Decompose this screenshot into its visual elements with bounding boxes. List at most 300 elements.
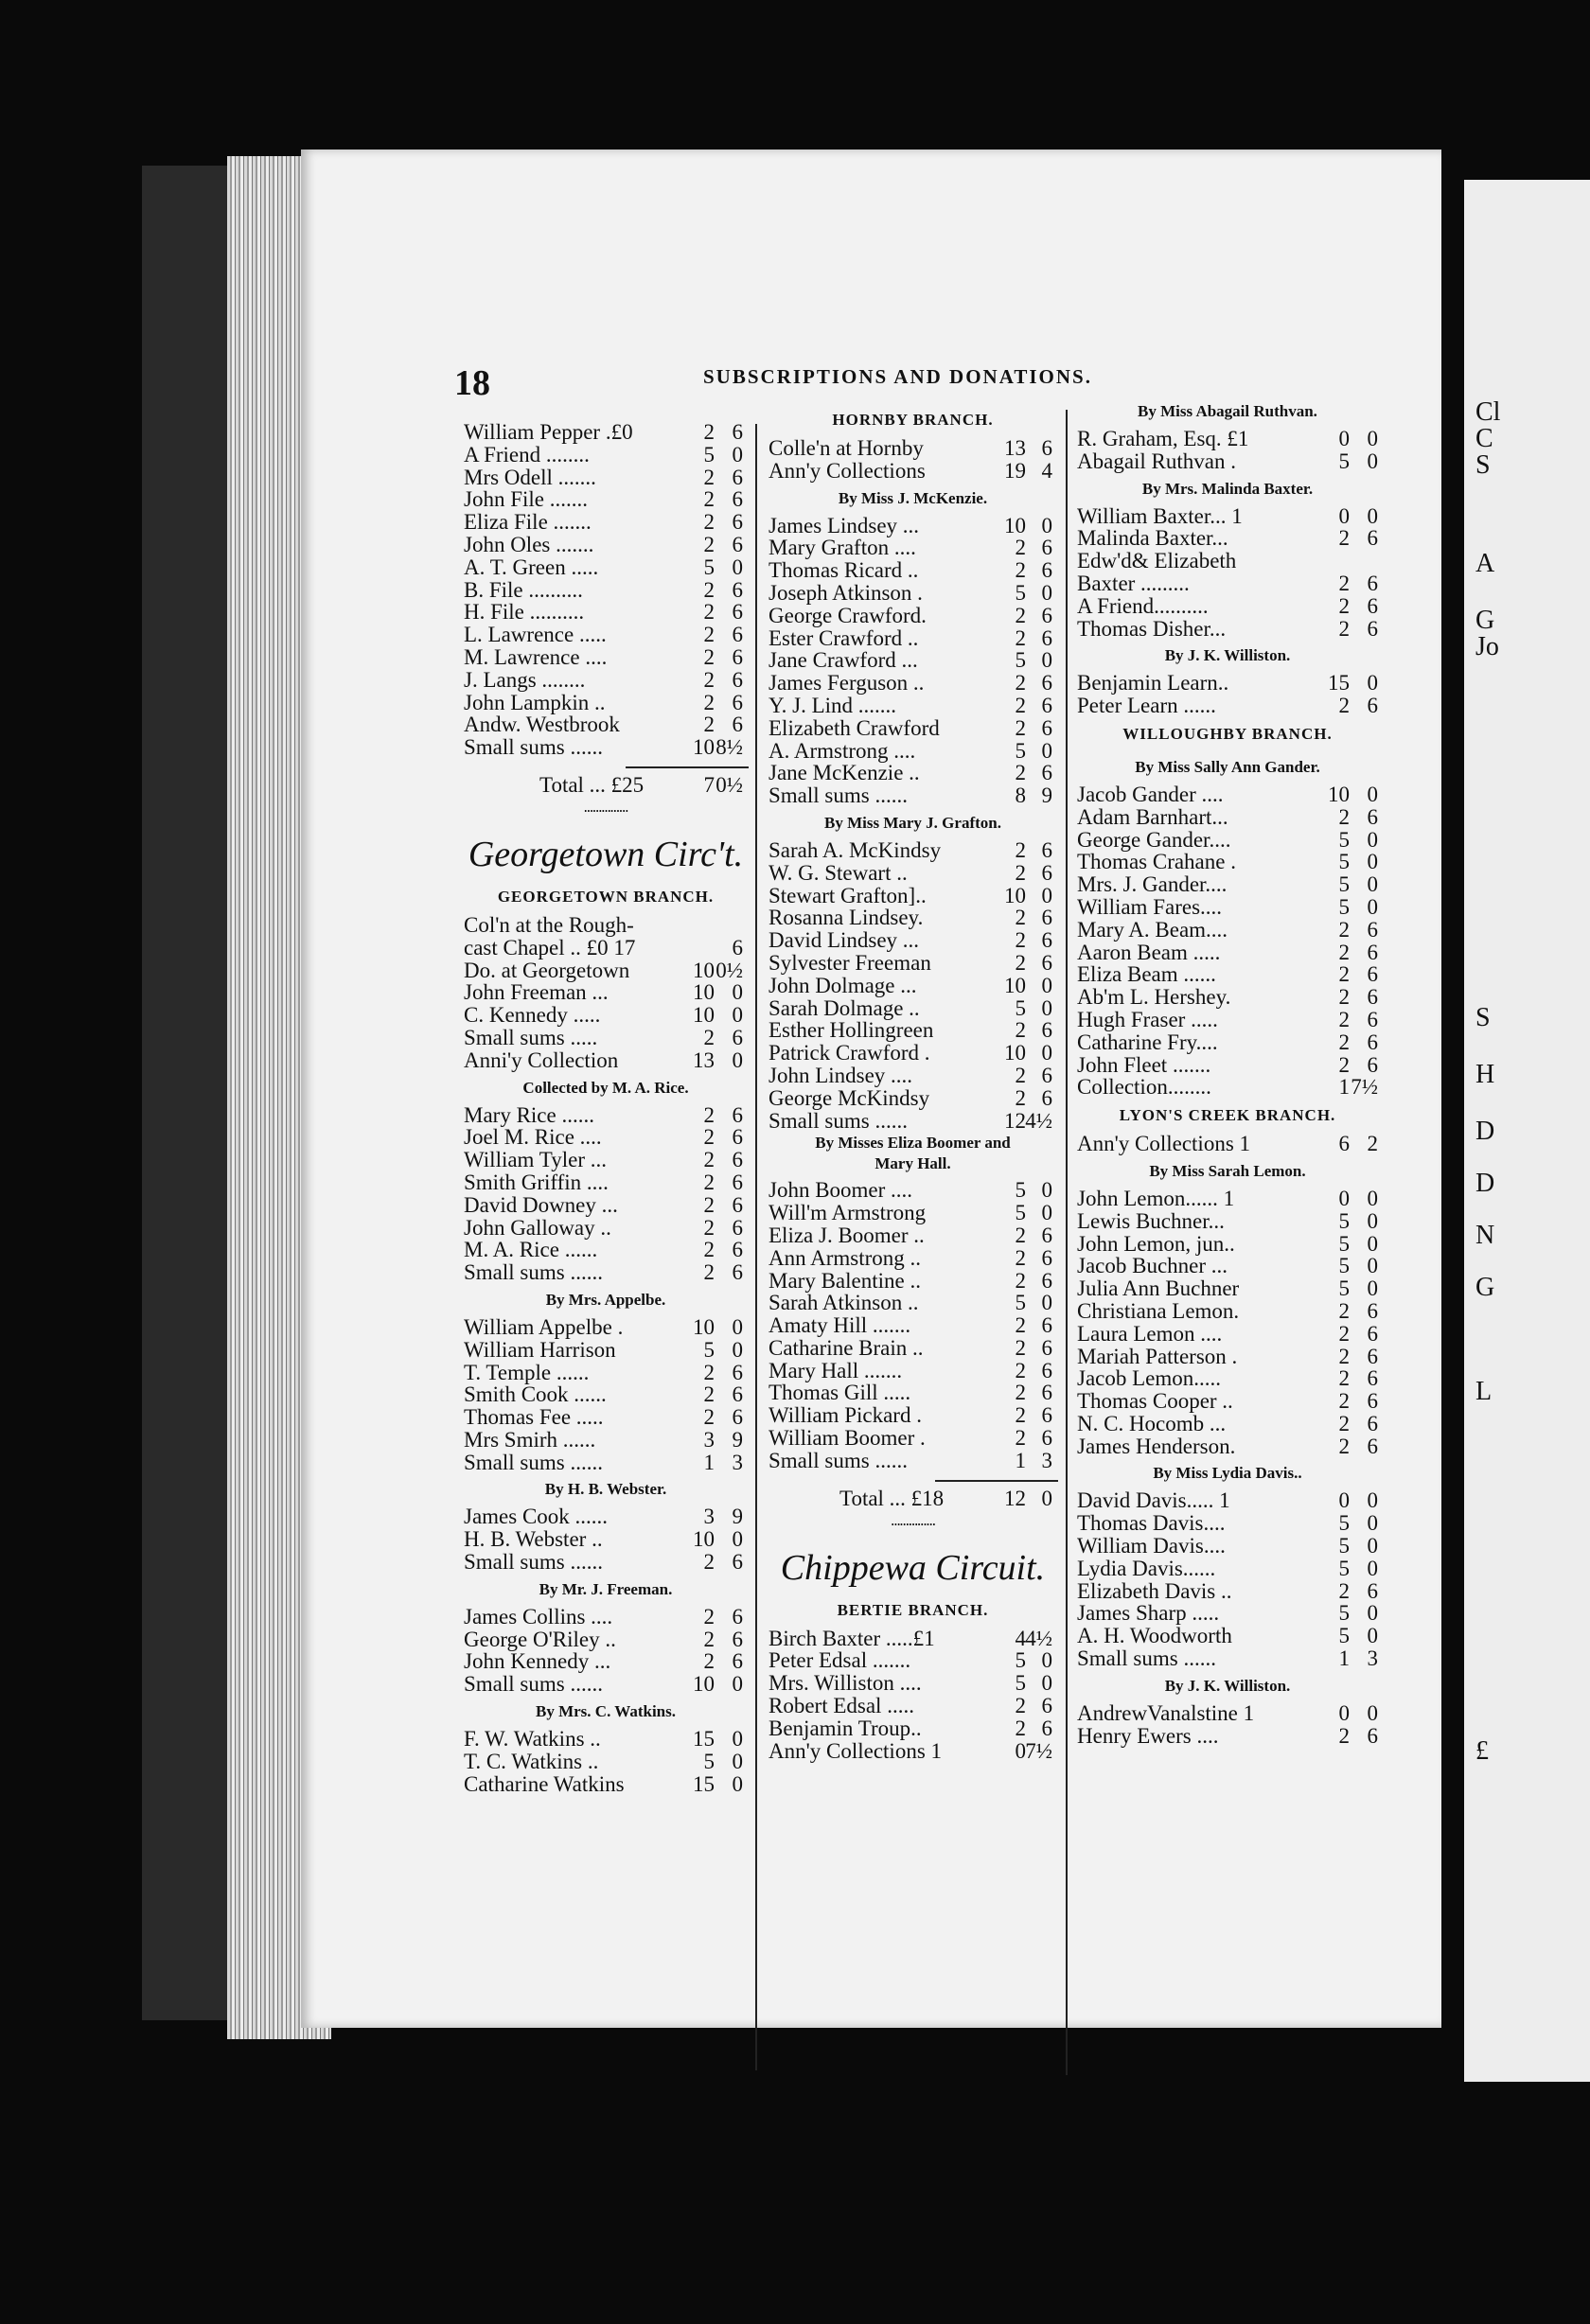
donor-name: Small sums ...... [464, 735, 603, 760]
amount-pence: 0 [732, 980, 743, 1005]
amount-shillings: 10 [693, 1003, 715, 1028]
amount-shillings: 2 [703, 644, 715, 669]
donor-name: Jane McKenzie .. [768, 761, 920, 785]
amount-pence: 0 [732, 1337, 743, 1362]
donor-name: Smith Cook ...... [464, 1382, 607, 1407]
amount-pence: 4 [1041, 458, 1052, 483]
amount-pence: 6 [1367, 804, 1378, 829]
amount-pence: 4½ [1025, 1108, 1052, 1133]
amount-pence: 6 [1041, 1245, 1052, 1270]
amount-pence: 9 [732, 1427, 743, 1452]
column-2 [768, 403, 1057, 1762]
donor-name: Will'm Armstrong [768, 1201, 927, 1225]
amount-shillings: 5 [1338, 894, 1350, 919]
amount-shillings: 2 [1338, 694, 1350, 718]
facing-page-letter: L [1475, 1377, 1493, 1406]
list-item [768, 605, 1057, 627]
donor-name: Eliza J. Boomer .. [768, 1223, 925, 1247]
donor-name: James Lindsey ... [768, 513, 920, 537]
list-item [768, 649, 1057, 672]
list-item [464, 1239, 748, 1261]
list-item [1077, 919, 1378, 942]
list-item [768, 1672, 1057, 1695]
column-1 [464, 421, 748, 1795]
list-item [464, 579, 748, 602]
list-item [1077, 1054, 1378, 1077]
donor-name: J. Langs ........ [464, 667, 586, 692]
amount-pence: 6 [732, 935, 743, 960]
donor-name: Henry Ewers .... [1077, 1723, 1219, 1748]
branch-heading: GEORGETOWN BRANCH. [497, 887, 715, 906]
list-item [768, 1717, 1057, 1740]
amount-pence: 6 [1041, 928, 1052, 953]
amount-pence: 0 [1367, 449, 1378, 473]
donor-name: Jacob Buchner ... [1077, 1254, 1228, 1278]
list-item [464, 1362, 748, 1384]
amount-pence: 6 [732, 1550, 743, 1575]
list-item [464, 421, 748, 444]
amount-shillings: 2 [1015, 1018, 1026, 1043]
amount-shillings: 2 [1015, 1426, 1026, 1451]
amount-shillings: 0 [1338, 427, 1350, 450]
donor-name: Thomas Disher... [1077, 616, 1227, 641]
list-item [1077, 1346, 1378, 1368]
amount-shillings: 2 [1015, 536, 1026, 560]
amount-shillings: 2 [703, 1627, 715, 1651]
amount-pence: 3 [1041, 1448, 1052, 1472]
list-item [464, 1773, 748, 1796]
donor-name: John Lindsey .... [768, 1063, 913, 1087]
column-3 [1077, 396, 1378, 1747]
amount-pence: 6 [1041, 1358, 1052, 1382]
list-item [1077, 986, 1378, 1009]
facing-page-letter: Cl [1475, 397, 1501, 427]
amount-pence: 6 [1367, 616, 1378, 641]
list-item [1077, 1009, 1378, 1031]
amount-pence: 0 [732, 1003, 743, 1028]
list-item [768, 1224, 1057, 1247]
amount-pence: 6 [1041, 536, 1052, 560]
donor-name: Jacob Lemon..... [1077, 1366, 1222, 1391]
list-item [464, 1217, 748, 1240]
amount-shillings: 2 [703, 1102, 715, 1127]
list-item [1077, 1233, 1378, 1256]
amount-pence: 0 [1041, 973, 1052, 997]
donor-name: George Gander.... [1077, 827, 1231, 852]
donor-name: George Crawford. [768, 603, 927, 627]
list-item [768, 1404, 1057, 1427]
donor-name: Mrs Smirh ...... [464, 1427, 596, 1452]
amount-shillings: 2 [703, 420, 715, 444]
donor-name: Thomas Gill ..... [768, 1381, 911, 1405]
amount-shillings: 2 [703, 623, 715, 647]
donor-name: Anni'y Collection [464, 1048, 619, 1072]
list-item [1077, 572, 1378, 595]
amount-pence: 0 [1041, 883, 1052, 907]
amount-shillings: 10 [693, 980, 715, 1005]
amount-shillings: 2 [703, 1125, 715, 1150]
list-item [1077, 1435, 1378, 1458]
list-item [1077, 873, 1378, 896]
amount-shillings: 2 [703, 1025, 715, 1049]
amount-pence: 0 [732, 1672, 743, 1697]
amount-pence: 6 [1041, 436, 1052, 460]
donor-name: Elizabeth Crawford [768, 715, 940, 740]
donor-name: N. C. Hocomb ... [1077, 1411, 1227, 1435]
donor-name: Adam Barnhart... [1077, 804, 1228, 829]
branch-heading: LYON'S CREEK BRANCH. [1119, 1106, 1336, 1125]
amount-shillings: 2 [1338, 1578, 1350, 1603]
amount-shillings: 2 [1338, 593, 1350, 618]
amount-shillings: 2 [1015, 715, 1026, 740]
facing-page-strip [1464, 180, 1590, 2082]
facing-page-letter: S [1475, 450, 1491, 480]
amount-shillings: 5 [1338, 1624, 1350, 1648]
amount-pence: 6 [1367, 1434, 1378, 1458]
amount-shillings: 5 [1015, 1291, 1026, 1315]
amount-pence: 6 [732, 1649, 743, 1674]
donor-name: Collection........ [1077, 1075, 1211, 1100]
amount-shillings: 2 [703, 667, 715, 692]
amount-pence: 6 [1041, 906, 1052, 930]
list-item [1077, 1390, 1378, 1413]
collector-heading: Collected by M. A. Rice. [522, 1078, 689, 1097]
amount-shillings: 2 [703, 1604, 715, 1629]
donor-name: A Friend ........ [464, 442, 590, 467]
list-item [464, 1261, 748, 1284]
amount-pence: 0 [1367, 1254, 1378, 1278]
amount-shillings: 5 [1015, 580, 1026, 605]
list-item [464, 960, 748, 982]
amount-pence: 0 [1041, 513, 1052, 537]
amount-shillings: 2 [703, 532, 715, 556]
amount-pence: 3 [1367, 1646, 1378, 1671]
list-item [1077, 695, 1378, 717]
amount-pence: 6 [732, 420, 743, 444]
donor-name: Mary Hall ....... [768, 1358, 903, 1382]
donor-name: John Lampkin .. [464, 690, 606, 714]
amount-shillings: 2 [1338, 1389, 1350, 1414]
list-item [464, 444, 748, 467]
total-rule [935, 1480, 1058, 1482]
amount-shillings: 15 [693, 1771, 715, 1796]
amount-pence: 6 [1367, 1411, 1378, 1435]
amount-shillings: 2 [1338, 1321, 1350, 1346]
donor-name: James Collins .... [464, 1604, 613, 1629]
amount-pence: 0 [1367, 1231, 1378, 1256]
amount-shillings: 4 [1015, 1626, 1026, 1650]
amount-pence: 0 [1367, 1488, 1378, 1513]
amount-shillings: 12 [1004, 1108, 1026, 1133]
collector-heading: By Misses Eliza Boomer and [815, 1134, 1011, 1153]
donor-name: Catharine Fry.... [1077, 1030, 1218, 1054]
amount-shillings: 2 [1015, 671, 1026, 695]
amount-shillings: 2 [1015, 1313, 1026, 1338]
list-item [1077, 595, 1378, 618]
amount-shillings: 2 [1015, 1085, 1026, 1110]
list-item [1077, 1076, 1378, 1099]
list-item [464, 1406, 748, 1429]
donor-name: James Sharp ..... [1077, 1601, 1220, 1626]
amount-shillings: 2 [1338, 1052, 1350, 1077]
amount-shillings: 1 [1015, 1448, 1026, 1472]
amount-shillings: 5 [1338, 1231, 1350, 1256]
donor-name: Birch Baxter .....£1 [768, 1626, 935, 1650]
amount-pence: 6 [732, 623, 743, 647]
amount-shillings: 2 [703, 713, 715, 737]
amount-pence: 0 [732, 442, 743, 467]
list-item [464, 914, 748, 937]
amount-shillings: 2 [1338, 985, 1350, 1010]
donor-name: Edw'd& Elizabeth [1077, 549, 1237, 573]
donor-name: Thomas Ricard .. [768, 558, 919, 583]
amount-shillings: 2 [1338, 1366, 1350, 1391]
donor-name: Lewis Buchner... [1077, 1208, 1225, 1233]
amount-pence: 0 [1041, 995, 1052, 1020]
amount-shillings: 5 [1015, 738, 1026, 763]
amount-shillings: 5 [1338, 872, 1350, 897]
donor-name: R. Graham, Esq. £1 [1077, 427, 1249, 450]
amount-shillings: 0 [1338, 503, 1350, 528]
donor-name: Esther Hollingreen [768, 1018, 934, 1043]
amount-shillings: 2 [1338, 917, 1350, 942]
facing-page-letter: Jo [1475, 632, 1499, 661]
amount-pence: 6 [732, 510, 743, 535]
amount-shillings: 2 [703, 510, 715, 535]
donor-name: John Lemon...... 1 [1077, 1186, 1235, 1210]
amount-pence: 0 [1367, 827, 1378, 852]
list-item [768, 695, 1057, 717]
donor-name: F. W. Watkins .. [464, 1727, 601, 1752]
amount-shillings: 10 [1004, 883, 1026, 907]
amount-shillings: 2 [1338, 1007, 1350, 1031]
total-shillings: 7 [703, 772, 715, 797]
donor-name: John Freeman ... [464, 980, 609, 1005]
list-item [1077, 963, 1378, 986]
collector-heading: By Miss Sally Ann Gander. [1135, 757, 1320, 776]
donor-name: T. Temple ...... [464, 1360, 590, 1384]
amount-shillings: 2 [1015, 558, 1026, 583]
book-page [301, 150, 1441, 2028]
list-item [768, 559, 1057, 582]
donor-name: Joseph Atkinson . [768, 580, 923, 605]
list-item [464, 1049, 748, 1072]
donor-name: John File ....... [464, 487, 588, 512]
list-item [464, 1149, 748, 1171]
amount-shillings: 2 [703, 1382, 715, 1407]
amount-shillings: 6 [1338, 1132, 1350, 1156]
donor-name: T. C. Watkins .. [464, 1749, 599, 1773]
amount-pence: 6 [732, 532, 743, 556]
donor-name: James Ferguson .. [768, 671, 925, 695]
collector-heading: By H. B. Webster. [544, 1480, 667, 1499]
list-item [464, 624, 748, 646]
amount-pence: 6 [1041, 837, 1052, 862]
list-item [768, 1087, 1057, 1110]
amount-pence: 0 [1367, 850, 1378, 874]
list-item [1077, 618, 1378, 641]
donor-name: Jacob Gander .... [1077, 782, 1224, 806]
branch-heading: HORNBY BRANCH. [832, 411, 994, 429]
amount-shillings: 2 [1338, 571, 1350, 595]
amount-shillings: 5 [1015, 1201, 1026, 1225]
donor-name: Thomas Fee ..... [464, 1405, 604, 1430]
amount-shillings: 13 [1004, 436, 1026, 460]
list-item [464, 1528, 748, 1551]
donor-name: C. Kennedy ..... [464, 1003, 601, 1028]
amount-shillings: 3 [703, 1427, 715, 1452]
list-item [464, 1383, 748, 1406]
facing-page-letter: N [1475, 1221, 1495, 1250]
donor-name: Lydia Davis...... [1077, 1556, 1216, 1580]
amount-pence: 0 [1367, 894, 1378, 919]
amount-pence: 0 [1367, 1208, 1378, 1233]
list-item [768, 1695, 1057, 1717]
donor-name: Ann'y Collections [768, 458, 926, 483]
list-item [768, 1740, 1057, 1763]
amount-shillings: 2 [703, 1215, 715, 1240]
list-item [1077, 1413, 1378, 1435]
amount-shillings: 5 [1015, 1648, 1026, 1673]
list-item [768, 1292, 1057, 1314]
amount-pence: 6 [1367, 1344, 1378, 1368]
amount-shillings: 5 [1015, 1178, 1026, 1203]
amount-pence: 6 [1367, 526, 1378, 551]
amount-pence: 0 [732, 1314, 743, 1339]
list-item [768, 862, 1057, 885]
amount-pence: 0 [1367, 1624, 1378, 1648]
donor-name: Laura Lemon .... [1077, 1321, 1223, 1346]
list-item [1077, 1602, 1378, 1625]
amount-shillings: 2 [1015, 1245, 1026, 1270]
list-item [464, 1606, 748, 1629]
donor-name: James Henderson. [1077, 1434, 1236, 1458]
amount-pence: 6 [732, 465, 743, 489]
amount-shillings: 2 [703, 487, 715, 512]
facing-page-letter: G [1475, 606, 1495, 635]
amount-pence: 6 [1041, 693, 1052, 717]
list-item [768, 515, 1057, 537]
total-label: Total ... £18 [839, 1486, 945, 1510]
list-item [768, 1628, 1057, 1650]
amount-pence: 6 [732, 1148, 743, 1172]
list-item [768, 1337, 1057, 1360]
amount-shillings: 2 [1015, 1358, 1026, 1382]
amount-pence: 0 [1367, 1276, 1378, 1301]
amount-shillings: 2 [1015, 837, 1026, 862]
amount-shillings: 2 [1015, 1268, 1026, 1293]
amount-pence: 0 [1041, 738, 1052, 763]
amount-pence: 0 [1041, 1178, 1052, 1203]
donor-name: David Davis..... 1 [1077, 1488, 1230, 1513]
amount-shillings: 1 [703, 1450, 715, 1474]
facing-page-letter: D [1475, 1169, 1495, 1198]
amount-shillings: 0 [1015, 1738, 1026, 1763]
list-item [1077, 829, 1378, 852]
amount-pence: 7½ [1351, 1075, 1378, 1100]
list-item [768, 1382, 1057, 1404]
amount-pence: 0½ [716, 958, 743, 982]
donor-name: A. H. Woodworth [1077, 1624, 1232, 1648]
column-rule-2 [1066, 410, 1068, 2075]
amount-pence: 0 [1367, 1534, 1378, 1558]
donor-name: Catharine Brain .. [768, 1335, 924, 1360]
donor-name: John Oles ....... [464, 532, 594, 556]
amount-pence: 0 [732, 1527, 743, 1552]
donor-name: William Fares.... [1077, 894, 1223, 919]
amount-shillings: 2 [703, 1360, 715, 1384]
amount-pence: 0 [1367, 1700, 1378, 1725]
amount-pence: 0 [1367, 1556, 1378, 1580]
donor-name: Mrs. J. Gander.... [1077, 872, 1228, 897]
donor-name: H. File .......... [464, 600, 585, 625]
donor-name: Abagail Ruthvan . [1077, 449, 1236, 473]
amount-pence: 0 [1367, 503, 1378, 528]
circuit-heading: Georgetown Circ't. [468, 834, 744, 874]
donor-name: Ab'm L. Hershey. [1077, 985, 1231, 1010]
amount-pence: 6 [732, 600, 743, 625]
amount-shillings: 2 [1015, 1403, 1026, 1428]
donor-name: Mrs Odell ....... [464, 465, 596, 489]
list-item [464, 981, 748, 1004]
amount-pence: 6 [1367, 1007, 1378, 1031]
amount-pence: 8½ [716, 735, 743, 760]
amount-shillings: 2 [1015, 950, 1026, 975]
list-item [464, 1650, 748, 1673]
list-item [1077, 1277, 1378, 1300]
amount-shillings: 0 [1338, 1700, 1350, 1725]
donor-name: Joel M. Rice .... [464, 1125, 602, 1150]
amount-shillings: 2 [703, 1238, 715, 1262]
amount-pence: 0 [1367, 671, 1378, 695]
list-item [768, 627, 1057, 650]
facing-page-letter: C [1475, 424, 1493, 453]
list-item [1077, 1031, 1378, 1054]
amount-pence: 6 [1041, 603, 1052, 627]
list-item [1077, 1647, 1378, 1670]
donor-name: AndrewVanalstine 1 [1077, 1700, 1255, 1725]
donor-name: William Harrison [464, 1337, 616, 1362]
collector-heading: By J. K. Williston. [1164, 1676, 1291, 1695]
amount-pence: 6 [1041, 1403, 1052, 1428]
amount-pence: 6 [732, 644, 743, 669]
facing-page-letter: S [1475, 1003, 1491, 1032]
amount-pence: 6 [1041, 671, 1052, 695]
list-item [768, 839, 1057, 862]
donor-name: Stewart Grafton].. [768, 883, 927, 907]
total-row [464, 768, 748, 797]
collector-heading: By Mrs. Appelbe. [545, 1290, 666, 1309]
amount-pence: 0 [732, 555, 743, 579]
amount-pence: 0 [1041, 648, 1052, 673]
amount-pence: 6 [732, 1238, 743, 1262]
donor-name: John Lemon, jun.. [1077, 1231, 1235, 1256]
donor-name: Amaty Hill ....... [768, 1313, 911, 1338]
list-item [1077, 428, 1378, 450]
donor-name: Mary Rice ...... [464, 1102, 594, 1127]
donor-name: Mrs. Williston .... [768, 1671, 922, 1696]
donor-name: Aaron Beam ..... [1077, 940, 1221, 964]
amount-shillings: 10 [693, 1527, 715, 1552]
donor-name: Small sums ...... [768, 1108, 908, 1133]
amount-shillings: 2 [1338, 1298, 1350, 1323]
list-item [1077, 1725, 1378, 1748]
donor-name: cast Chapel .. £0 17 [464, 935, 636, 960]
donor-name: A Friend.......... [1077, 593, 1209, 618]
amount-pence: 0 [732, 1727, 743, 1752]
list-item [464, 1126, 748, 1149]
donor-name: Peter Learn ...... [1077, 694, 1216, 718]
